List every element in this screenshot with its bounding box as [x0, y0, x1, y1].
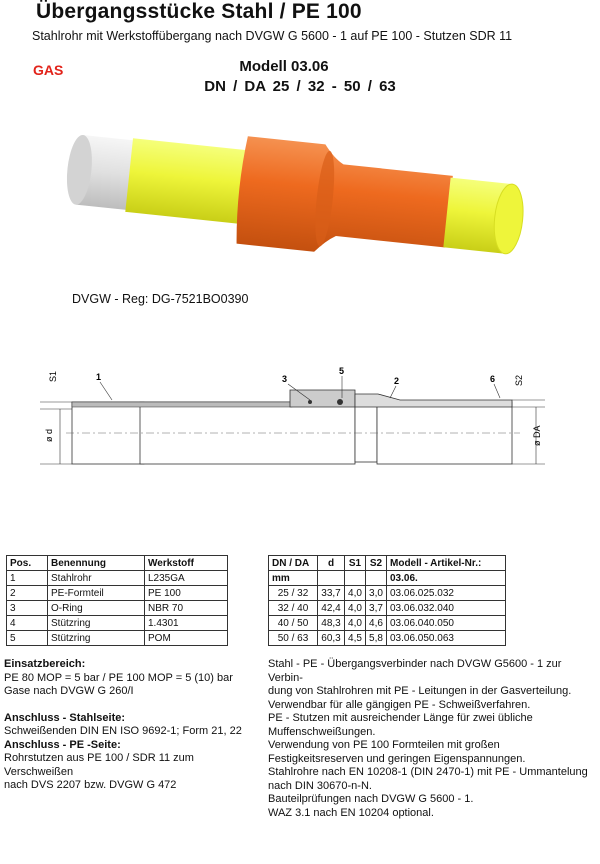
cell: 4,0 [345, 601, 366, 616]
cell: POM [145, 631, 228, 646]
cell: 03.06. [387, 571, 506, 586]
cell: 5 [7, 631, 48, 646]
callout-2: 2 [394, 376, 400, 386]
description-line: Festigkeitsreserven und geringen Eigenspannungen. [268, 752, 526, 765]
description-line: Stahl - PE - Übergangsverbinder nach DVGW G5600 - 1 zur Verbin- [268, 658, 562, 684]
description-line: Verwendbar für alle gängigen PE - Schweißverfahren. [268, 698, 531, 711]
description-line: WAZ 3.1 nach EN 10204 optional. [268, 806, 434, 819]
cell [345, 571, 366, 586]
cell: 4,0 [345, 586, 366, 601]
cell [318, 571, 345, 586]
table-row [7, 586, 228, 601]
table-row [269, 571, 506, 586]
callout-1: 1 [96, 372, 102, 382]
pe-connection-line-2: nach DVS 2207 bzw. DVGW G 472 [4, 779, 177, 791]
cell: 5,8 [366, 631, 387, 646]
dims-header-s2: S2 [366, 556, 387, 571]
cell: 4,6 [366, 616, 387, 631]
cell: 03.06.040.050 [387, 616, 506, 631]
dims-header-article: Modell - Artikel-Nr.: [387, 556, 506, 571]
technical-drawing [0, 360, 600, 480]
description-line: nach DIN 30670-n-N. [268, 779, 372, 792]
table-row [7, 631, 228, 646]
parts-header-pos: Pos. [7, 556, 48, 571]
description-line: Stahlrohre nach EN 10208-1 (DIN 2470-1) mit PE - Ummantelung [268, 766, 588, 778]
table-row [269, 586, 506, 601]
registration-number: DVGW - Reg: DG-7521BO0390 [72, 292, 249, 306]
einsatz-line-1: PE 80 MOP = 5 bar / PE 100 MOP = 5 (10) bar [4, 671, 233, 684]
einsatz-title: Einsatzbereich: [4, 658, 86, 670]
cell: mm [269, 571, 318, 586]
einsatz-line-2: Gase nach DVGW G 260/I [4, 685, 134, 697]
table-row [7, 616, 228, 631]
table-row [269, 601, 506, 616]
cell: 1.4301 [145, 616, 228, 631]
description-line: Bauteilprüfungen nach DVGW G 5600 - 1. [268, 793, 474, 805]
cell: 03.06.025.032 [387, 586, 506, 601]
cell: 50 / 63 [269, 631, 318, 646]
da-label: ø DA [532, 425, 542, 446]
s1-label: S1 [48, 370, 58, 382]
cell: Stützring [48, 631, 145, 646]
cell: 3,7 [366, 601, 387, 616]
description-line: Muffenschweißungen. [268, 725, 376, 738]
cell: Stützring [48, 616, 145, 631]
table-row [7, 601, 228, 616]
cell: 32 / 40 [269, 601, 318, 616]
cell: PE-Formteil [48, 586, 145, 601]
s2-label: S2 [514, 374, 524, 386]
cell: 1 [7, 571, 48, 586]
cell: 3,0 [366, 586, 387, 601]
cell: 03.06.050.063 [387, 631, 506, 646]
parts-header-name: Benennung [48, 556, 145, 571]
page-subtitle: Stahlrohr mit Werkstoffübergang nach DVGW G 5600 - 1 auf PE 100 - Stutzen SDR 11 [32, 29, 513, 43]
cell: 03.06.032.040 [387, 601, 506, 616]
callout-5: 5 [339, 366, 345, 376]
cell: Stahlrohr [48, 571, 145, 586]
dims-header-s1: S1 [345, 556, 366, 571]
d-label: ø d [44, 428, 54, 442]
dims-header-d: d [318, 556, 345, 571]
table-row [269, 616, 506, 631]
steel-connection-line: Schweißenden DIN EN ISO 9692-1; Form 21, 22 [4, 725, 242, 737]
pe-connection-title: Anschluss - PE -Seite: [4, 738, 121, 751]
table-row [7, 571, 228, 586]
page-title: Übergangsstücke Stahl / PE 100 [36, 0, 362, 23]
product-image [0, 100, 600, 290]
gas-label: GAS [33, 62, 64, 78]
parts-table [6, 555, 228, 646]
description-line: Verwendung von PE 100 Formteilen mit großen [268, 739, 500, 751]
cell: 40 / 50 [269, 616, 318, 631]
application-info [4, 658, 254, 793]
dn-range-label: DN / DA 25 / 32 - 50 / 63 [204, 78, 396, 95]
callout-3: 3 [282, 374, 288, 384]
cell: 33,7 [318, 586, 345, 601]
steel-connection-title: Anschluss - Stahlseite: [4, 711, 126, 724]
cell: PE 100 [145, 586, 228, 601]
dims-header-dnda: DN / DA [269, 556, 318, 571]
cell: 48,3 [318, 616, 345, 631]
parts-header-material: Werkstoff [145, 556, 228, 571]
cell: 3 [7, 601, 48, 616]
cell [366, 571, 387, 586]
cell: O-Ring [48, 601, 145, 616]
cell: 4 [7, 616, 48, 631]
dimensions-table [268, 555, 506, 646]
cell: 42,4 [318, 601, 345, 616]
description-text [268, 658, 594, 820]
pe-connection-line-1: Rohrstutzen aus PE 100 / SDR 11 zum Verschweißen [4, 752, 194, 778]
description-line: dung von Stahlrohren mit PE - Leitungen in der Gasverteilung. [268, 685, 572, 697]
table-row [269, 631, 506, 646]
cell: NBR 70 [145, 601, 228, 616]
callout-6: 6 [490, 374, 496, 384]
cell: 4,0 [345, 616, 366, 631]
cell: 2 [7, 586, 48, 601]
cell: 25 / 32 [269, 586, 318, 601]
cell: L235GA [145, 571, 228, 586]
description-line: PE - Stutzen mit ausreichender Länge für zwei übliche [268, 712, 533, 724]
cell: 4,5 [345, 631, 366, 646]
cell: 60,3 [318, 631, 345, 646]
model-label: Modell 03.06 [239, 58, 329, 75]
